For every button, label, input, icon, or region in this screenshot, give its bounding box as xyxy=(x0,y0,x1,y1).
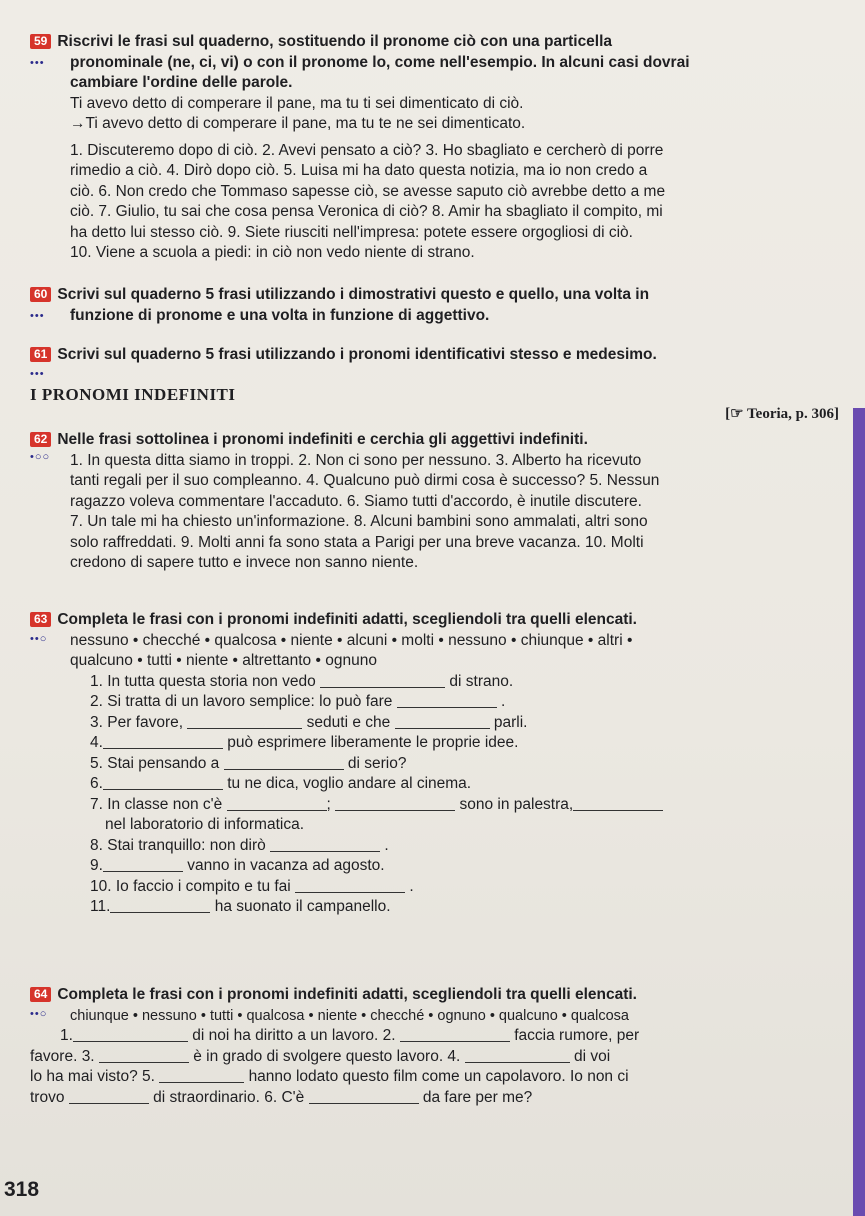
exercise-line: rimedio a ciò. 4. Dirò dopo ciò. 5. Luisa mi ha dato questa notizia, ma io non credo a xyxy=(70,162,648,179)
page-number: 318 xyxy=(4,1178,40,1201)
exercise-number: 64 xyxy=(30,987,51,1002)
exercise-line: ciò. 6. Non credo che Tommaso sapesse ciò, se avesse saputo ciò avrebbe detto a me xyxy=(70,182,666,200)
difficulty-dots: ••• xyxy=(30,310,45,322)
exercise-62-instructions: 62 Nelle frasi sottolinea i pronomi indefiniti e cerchia gli aggettivi indefiniti. xyxy=(30,430,845,451)
answer-blank[interactable] xyxy=(69,1089,149,1104)
difficulty-dots: ••• xyxy=(30,368,45,380)
difficulty-dots: ••○ xyxy=(30,633,48,645)
exercise-line: credono di sapere tutto e invece non sanno niente. xyxy=(70,554,419,571)
exercise-62 xyxy=(30,430,845,574)
answer-blank[interactable] xyxy=(103,775,223,790)
answer-blank[interactable] xyxy=(103,734,223,749)
answer-blank[interactable] xyxy=(397,693,497,708)
sentence-1: 1. In tutta questa storia non vedo di strano. xyxy=(90,672,514,690)
exercise-line: 1. di noi ha diritto a un lavoro. 2. faccia rumore, per xyxy=(60,1027,640,1044)
exercise-63-instructions: 63 Completa le frasi con i pronomi indefiniti adatti, scegliendoli tra quelli elencati. xyxy=(30,610,845,631)
exercise-60-instructions: 60 Scrivi sul quaderno 5 frasi utilizzando i dimostrativi questo e quello, una volta in xyxy=(30,285,845,306)
word-bank: nessuno • checché • qualcosa • niente • alcuni • molti • nessuno • chiunque • altri • xyxy=(70,631,633,649)
answer-blank[interactable] xyxy=(395,714,490,729)
exercise-line: lo ha mai visto? 5. hanno lodato questo film come un capolavoro. Io non ci xyxy=(30,1068,629,1085)
exercise-61 xyxy=(30,345,845,380)
exercise-63 xyxy=(30,610,845,918)
example-sentence: Ti avevo detto di comperare il pane, ma tu ti sei dimenticato di ciò. xyxy=(70,94,524,112)
answer-blank[interactable] xyxy=(309,1089,419,1104)
theory-reference: [☞ Teoria, p. 306] xyxy=(725,406,839,422)
sentence-5: 5. Stai pensando a di serio? xyxy=(90,754,407,772)
sentence-8: 8. Stai tranquillo: non dirò . xyxy=(90,836,389,854)
sentence-2: 2. Si tratta di un lavoro semplice: lo può fare . xyxy=(90,693,506,710)
difficulty-dots: •○○ xyxy=(30,451,51,463)
exercise-64-instructions: 64 Completa le frasi con i pronomi indefiniti adatti, scegliendoli tra quelli elencati. xyxy=(30,985,845,1006)
exercise-line: tanti regali per il suo compleanno. 4. Qualcuno può dirmi cosa è successo? 5. Nessun xyxy=(70,472,660,489)
exercise-number: 62 xyxy=(30,432,51,447)
sentence-11: 11. ha suonato il campanello. xyxy=(90,898,391,915)
sentence-10: 10. Io faccio i compito e tu fai . xyxy=(90,877,414,895)
sentence-7-continued: nel laboratorio di informatica. xyxy=(105,816,305,833)
exercise-line: 1. In questa ditta siamo in troppi. 2. Non ci sono per nessuno. 3. Alberto ha ricevuto xyxy=(70,451,642,469)
answer-blank[interactable] xyxy=(99,1048,189,1063)
sentence-6: 6. tu ne dica, voglio andare al cinema. xyxy=(90,775,472,792)
exercise-line: solo raffreddati. 9. Molti anni fa sono stata a Parigi per una breve vacanza. 10. Molti xyxy=(70,533,644,551)
word-bank: qualcuno • tutti • niente • altrettanto • ognuno xyxy=(70,652,377,669)
example-answer: →Ti avevo detto di comperare il pane, ma tu te ne sei dimenticato. xyxy=(70,115,526,132)
exercise-line: trovo di straordinario. 6. C'è da fare per me? xyxy=(30,1088,533,1106)
answer-blank[interactable] xyxy=(187,714,302,729)
exercise-number: 60 xyxy=(30,287,51,302)
exercise-line: ha detto lui stesso ciò. 9. Siete riusciti nell'impresa: potete essere orgogliosi di ciò. xyxy=(70,223,633,241)
section-title: I PRONOMI INDEFINITI xyxy=(30,385,236,404)
sentence-7: 7. In classe non c'è ; sono in palestra, xyxy=(30,795,845,816)
sentence-9: 9. vanno in vacanza ad agosto. xyxy=(90,857,385,874)
exercise-number: 59 xyxy=(30,34,51,49)
exercise-line: ragazzo voleva commentare l'accaduto. 6. Siamo tutti d'accordo, è inutile discutere. xyxy=(70,492,642,510)
word-bank: chiunque • nessuno • tutti • qualcosa • niente • checché • ognuno • qualcuno • qualcosa xyxy=(70,1007,629,1024)
answer-blank[interactable] xyxy=(320,673,445,688)
exercise-line: favore. 3. è in grado di svolgere questo lavoro. 4. di voi xyxy=(30,1047,611,1065)
exercise-line: 10. Viene a scuola a piedi: in ciò non vedo niente di strano. xyxy=(70,244,475,261)
exercise-59: 59 Riscrivi le frasi sul quaderno, sostituendo il pronome ciò con una particella ••• pronominale (ne, ci, vi) o con il pronome lo, come nell'esempio. In alcuni casi dovrai cambiare l'ordine delle parole. Ti avevo detto di comperare il pane, ma tu ti sei dimenticato di ciò. →Ti avevo detto di comperare il pane, ma tu te ne sei dimenticato. 1. Discuteremo dopo di ciò. 2. Avevi pensato a ciò? 3. Ho sbagliato e cercherò di porre rimedio a ciò. 4. Dirò dopo ciò. 5. Luisa mi ha dato questa notizia, ma io non credo a ciò. 6. Non credo che Tommaso sapesse ciò, se avesse saputo ciò avrebbe detto a me ciò. 7. Giulio, tu sai che cosa pensa Veronica di ciò? 8. Amir ha sbagliato il compito, mi ha detto lui stesso ciò. 9. Siete riusciti nell'impresa: potete essere orgogliosi di ciò. 10. Viene a scuola a piedi: in ciò non vedo niente di strano. xyxy=(30,32,845,264)
answer-blank[interactable] xyxy=(224,755,344,770)
answer-blank[interactable] xyxy=(270,837,380,852)
answer-blank[interactable] xyxy=(159,1068,244,1083)
exercise-line: ciò. 7. Giulio, tu sai che cosa pensa Veronica di ciò? 8. Amir ha sbagliato il compito, mi xyxy=(70,203,663,220)
answer-blank[interactable] xyxy=(465,1048,570,1063)
exercise-number: 63 xyxy=(30,612,51,627)
answer-blank[interactable] xyxy=(73,1027,188,1042)
exercise-line: 7. Un tale mi ha chiesto un'informazione. 8. Alcuni bambini sono ammalati, altri sono xyxy=(70,513,648,530)
answer-blank[interactable] xyxy=(227,796,327,811)
page-edge-tab xyxy=(853,408,865,1216)
exercise-60: 60 Scrivi sul quaderno 5 frasi utilizzando i dimostrativi questo e quello, una volta in ••• funzione di pronome e una volta in funzione di aggettivo. xyxy=(30,285,845,326)
answer-blank[interactable] xyxy=(103,857,183,872)
difficulty-dots: ••• xyxy=(30,57,45,69)
sentence-4: 4. può esprimere liberamente le proprie idee. xyxy=(90,734,519,751)
answer-blank[interactable] xyxy=(573,796,663,811)
exercise-61-instructions: 61 Scrivi sul quaderno 5 frasi utilizzando i pronomi identificativi stesso e medesimo. xyxy=(30,345,845,366)
sentence-3: 3. Per favore, seduti e che parli. xyxy=(90,713,528,731)
answer-blank[interactable] xyxy=(110,898,210,913)
answer-blank[interactable] xyxy=(400,1027,510,1042)
answer-blank[interactable] xyxy=(335,796,455,811)
exercise-64 xyxy=(30,985,845,1108)
exercise-line: 1. Discuteremo dopo di ciò. 2. Avevi pensato a ciò? 3. Ho sbagliato e cercherò di porre xyxy=(70,141,664,159)
answer-blank[interactable] xyxy=(295,878,405,893)
exercise-number: 61 xyxy=(30,347,51,362)
difficulty-dots: ••○ xyxy=(30,1008,48,1020)
exercise-59-instructions: 59 Riscrivi le frasi sul quaderno, sostituendo il pronome ciò con una particella xyxy=(30,32,845,53)
